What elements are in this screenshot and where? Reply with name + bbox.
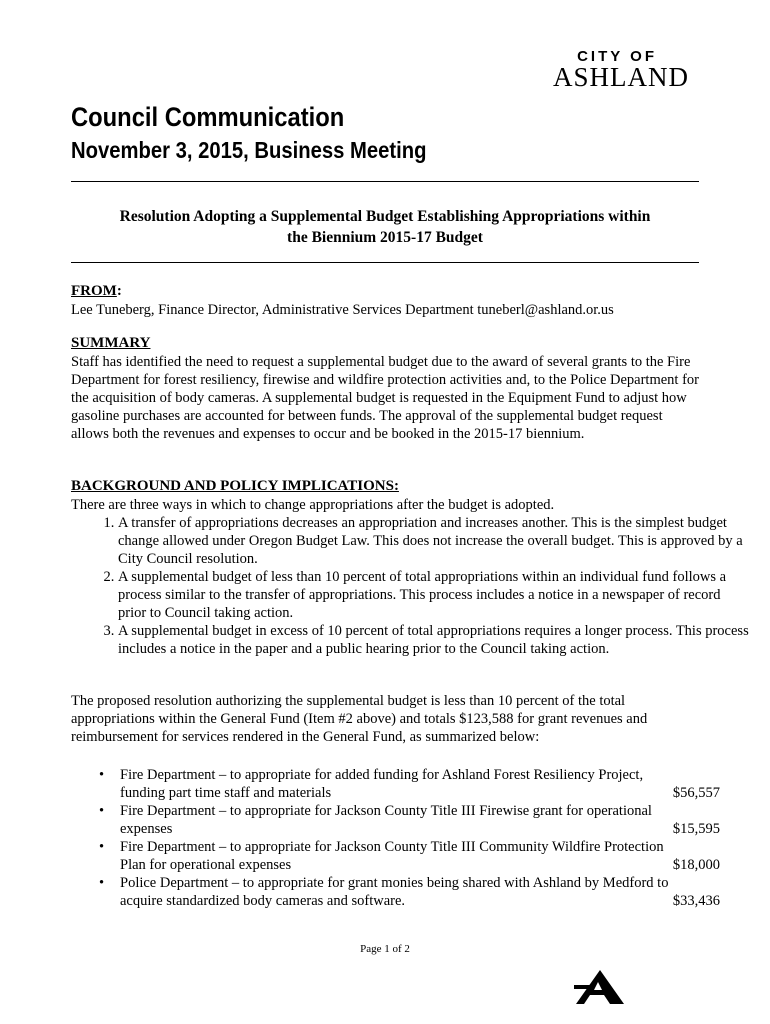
page-title: Council Communication xyxy=(71,102,345,132)
page-number: Page 1 of 2 xyxy=(360,943,410,955)
bullet-line-1: Fire Department – to appropriate for added funding for Ashland Forest Resiliency Project, xyxy=(120,767,644,783)
list-item: 3. A supplemental budget in excess of 10 percent of total appropriations requires a longer process. This process includes a notice in the paper and a public hearing prior to the Council taking action. xyxy=(118,622,750,658)
subject xyxy=(71,206,699,248)
from-text: Lee Tuneberg, Finance Director, Administrative Services Department tuneberl@ashland.or.us xyxy=(71,302,614,318)
divider xyxy=(71,181,699,182)
bullet-icon: • xyxy=(99,875,105,891)
bullet-line-2: funding part time staff and materials xyxy=(120,785,332,801)
list-item: 2. A supplemental budget of less than 10 percent of total appropriations within an individual fund follows a process similar to the transfer of appropriations. This process includes a notice in a newspaper of record prior to Council taking action. xyxy=(118,568,750,622)
ashland-mark-icon xyxy=(574,968,626,1006)
meeting-date: November 3, 2015, Business Meeting xyxy=(71,137,427,163)
bullet-icon: • xyxy=(99,839,105,855)
bullet-line-1: Police Department – to appropriate for grant monies being shared with Ashland by Medford to xyxy=(120,875,669,891)
list-item xyxy=(99,766,720,802)
bullet-line-1: Fire Department – to appropriate for Jackson County Title III Firewise grant for operational xyxy=(120,803,652,819)
summary-text: Staff has identified the need to request a supplemental budget due to the award of several grants to the Fire Department for forest resiliency, firewise and wildfire protection activities and, to the Police Department for the acquisition of body cameras. A supplemental budget is requested in the Equipment Fund to adjust how gasoline purchases are accounted for between funds. The approval of the supplemental budget request allows both the revenues and expenses to occur and be booked in the 2015-17 biennium. xyxy=(71,354,699,442)
from-heading xyxy=(71,283,122,300)
list-item xyxy=(99,838,720,874)
bullet-line-2: Plan for operational expenses xyxy=(120,857,292,873)
background-intro: There are three ways in which to change appropriations after the budget is adopted. xyxy=(71,497,555,513)
bullet-icon: • xyxy=(99,803,105,819)
from-heading-label: FROM xyxy=(71,283,117,299)
list-item xyxy=(99,802,720,838)
bullet-line-1: Fire Department – to appropriate for Jackson County Title III Community Wildfire Protection xyxy=(120,839,664,855)
list-item: 1. A transfer of appropriations decreases an appropriation and increases another. This is the simplest budget change allowed under Oregon Budget Law. This does not increase the overall budget. This is approved by a City Council resolution. xyxy=(118,514,750,568)
bullet-amount: $15,595 xyxy=(672,821,720,837)
from-heading-colon: : xyxy=(116,283,122,299)
bullet-line-2: expenses xyxy=(120,821,173,837)
bullet-icon: • xyxy=(99,767,105,783)
summary-heading: SUMMARY xyxy=(71,335,151,351)
list-item xyxy=(99,874,720,910)
bullet-amount: $33,436 xyxy=(672,893,720,909)
subject-line-1: Resolution Adopting a Supplemental Budget Establishing Appropriations within xyxy=(119,208,651,225)
proposed-text: The proposed resolution authorizing the supplemental budget is less than 10 percent of the total appropriations within the General Fund (Item #2 above) and totals $123,588 for grant revenues and reimbursement for services rendered in the General Fund, as summarized below: xyxy=(71,693,648,745)
bullet-amount: $56,557 xyxy=(672,785,720,801)
change-methods-list xyxy=(71,514,750,658)
city-logo xyxy=(509,48,689,98)
appropriations-list xyxy=(71,766,720,910)
bullet-amount: $18,000 xyxy=(672,857,720,873)
subject-line-2: the Biennium 2015-17 Budget xyxy=(287,229,483,246)
bullet-line-2: acquire standardized body cameras and software. xyxy=(120,893,406,909)
divider xyxy=(71,262,699,263)
logo-ashland: ASHLAND xyxy=(552,62,689,92)
logo-city-of: CITY OF xyxy=(577,48,657,65)
background-heading: BACKGROUND AND POLICY IMPLICATIONS: xyxy=(71,478,399,494)
